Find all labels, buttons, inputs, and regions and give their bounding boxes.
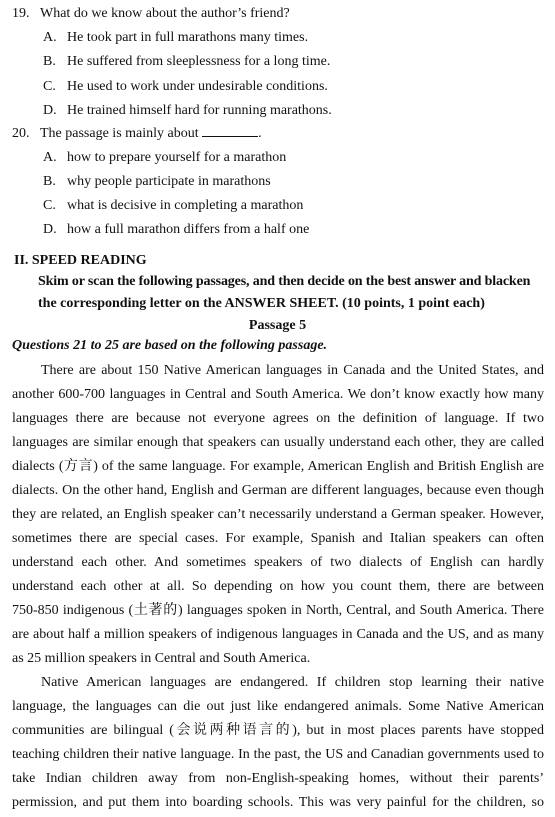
q20-option-d: D. how a full marathon differs from a half one — [43, 222, 310, 237]
paragraph-line: understand each other. And sometimes speakers of two dialects of English can hardly — [12, 555, 544, 570]
paragraph-line: permission, and put them into boarding schools. This was very painful for the children, so — [12, 795, 544, 810]
question-number: 20. — [12, 126, 30, 141]
q20-option-c: C. what is decisive in completing a marathon — [43, 198, 304, 213]
question-text: What do we know about the author’s friend? — [40, 6, 290, 21]
paragraph-line: dialects (方言) of the same language. For example, American English and British English are — [12, 459, 544, 474]
paragraph-line: understand each other at all. So depending on how you count them, there are between — [12, 579, 544, 594]
question-20: 20. The passage is mainly about . — [12, 126, 262, 141]
section-instruction-line2: the corresponding letter on the ANSWER SHEET. (10 points, 1 point each) — [38, 296, 485, 311]
paragraph-line: communities are bilingual (会说两种语言的), but in most places parents have stopped — [12, 723, 544, 738]
paragraph-line: languages are similar enough that speakers can usually understand each other, they are called — [12, 435, 544, 450]
question-19 — [12, 4, 290, 23]
q20-option-a: A. how to prepare yourself for a marathon — [43, 150, 287, 165]
paragraph-line: take Indian children away from non-English-speaking homes, without their parents’ — [12, 771, 544, 786]
question-number: 19. — [12, 6, 30, 21]
q19-option-a: A. He took part in full marathons many times. — [43, 30, 309, 45]
paragraph-line: they are related, an English speaker can’t necessarily understand a German speaker. However, — [12, 507, 544, 522]
passage-title: Passage 5 — [248, 318, 307, 333]
paragraph-line: are about half a million speakers of indigenous languages in Canada and the US, and as many — [12, 627, 544, 642]
q19-option-b: B. He suffered from sleeplessness for a long time. — [43, 54, 331, 69]
section-heading: II. SPEED READING — [14, 253, 147, 268]
paragraph-line: sometimes there are special cases. For example, Spanish and Italian speakers can often — [12, 531, 544, 546]
question-range: Questions 21 to 25 are based on the following passage. — [12, 338, 328, 353]
section-instruction-line1: Skim or scan the following passages, and then decide on the best answer and blacken — [38, 274, 531, 289]
paragraph-line: dialects. On the other hand, English and German are different languages, because even though — [12, 483, 544, 498]
paragraph-line: teaching children their native language. In the past, the US and Canadian governments used to — [12, 747, 544, 762]
q20-option-b: B. why people participate in marathons — [43, 174, 271, 189]
q19-option-d: D. He trained himself hard for running marathons. — [43, 103, 332, 118]
paragraph-line: another 600-700 languages in Central and South America. We don’t know exactly how many — [12, 387, 544, 402]
paragraph-line: There are about 150 Native American languages in Canada and the United States, and — [41, 363, 544, 378]
paragraph-line: languages there are because not everyone agrees on the definition of language. If two — [12, 411, 544, 426]
paragraph-line: 750-850 indigenous (土著的) languages spoken in North, Central, and South America. There — [12, 603, 544, 618]
question-text: The passage is mainly about — [40, 126, 199, 141]
paragraph-line: language, the languages can die out just like endangered animals. Some Native American — [12, 699, 544, 714]
answer-blank — [202, 124, 258, 137]
paragraph-line: Native American languages are endangered. If children stop learning their native — [41, 675, 544, 690]
paragraph-line: as 25 million speakers in Central and South America. — [12, 651, 311, 666]
q19-option-c: C. He used to work under undesirable conditions. — [43, 79, 328, 94]
